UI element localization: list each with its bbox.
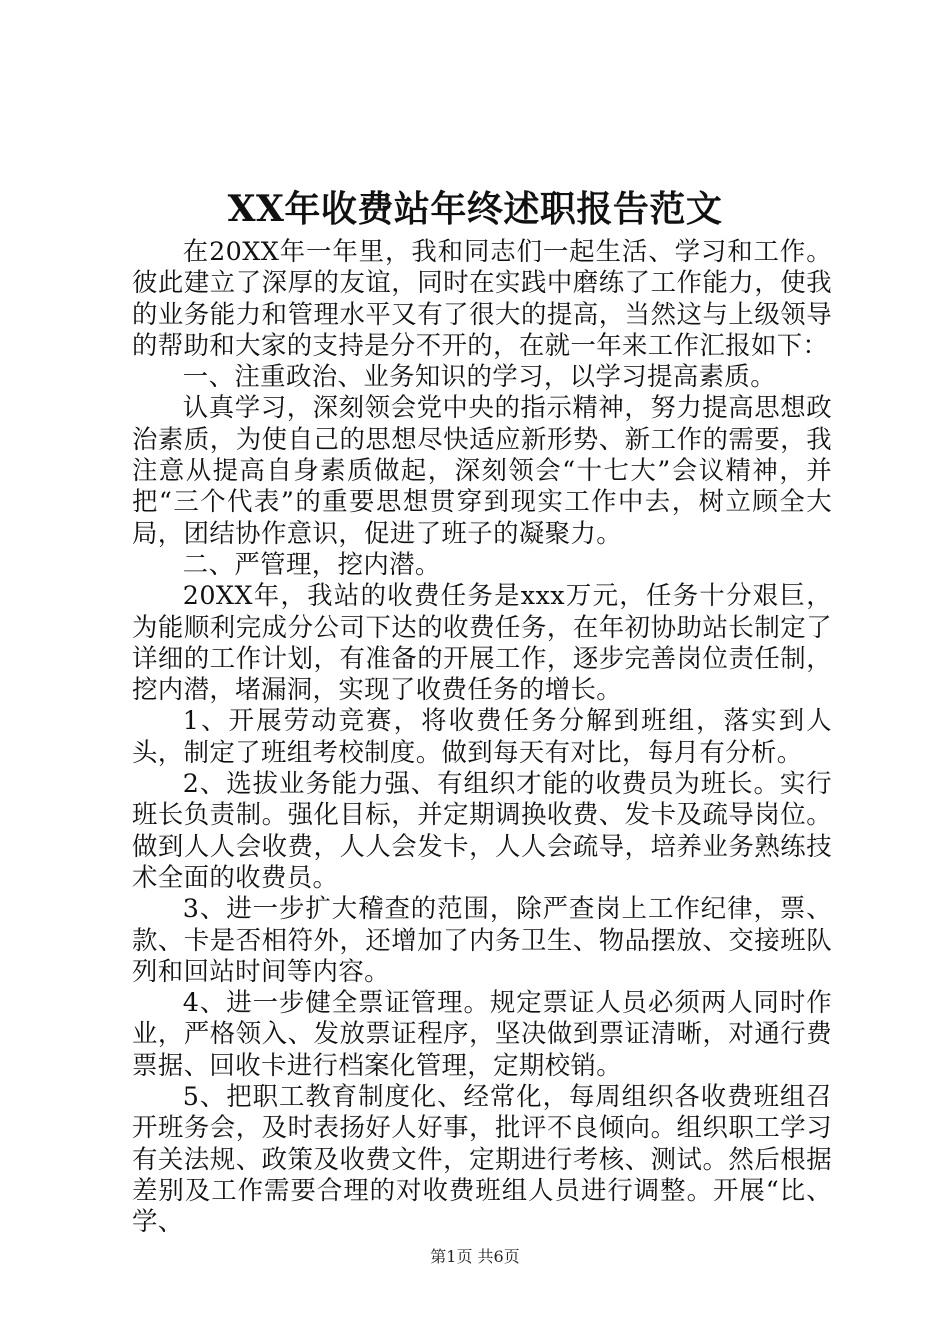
section-heading-1: 一、注重政治、业务知识的学习，以学习提高素质。 xyxy=(182,361,776,392)
paragraph-intro: 在20XX年一年里，我和同志们一起生活、学习和工作。彼此建立了深厚的友谊，同时在实践中磨练了工作能力，使我的业务能力和管理水平又有了很大的提高，当然这与上级领导的帮助和大家的支持是分不开的，在就一年来工作汇报如下： xyxy=(132,236,832,360)
list-item-4: 4、进一步健全票证管理。规定票证人员必须两人同时作业，严格领入、发放票证程序，坚决做到票证清晰，对通行费票据、回收卡进行档案化管理，定期校销。 xyxy=(132,987,832,1080)
paragraph-task: 20XX年，我站的收费任务是xxx万元，任务十分艰巨，为能顺利完成分公司下达的收费任务，在年初协助站长制定了详细的工作计划，有准备的开展工作，逐步完善岗位责任制，挖内潜，堵漏洞，实现了收费任务的增长。 xyxy=(132,580,832,705)
list-item-2: 2、选拔业务能力强、有组织才能的收费员为班长。实行班长负责制。强化目标，并定期调换收费、发卡及疏导岗位。做到人人会收费，人人会发卡，人人会疏导，培养业务熟练技术全面的收费员。 xyxy=(132,768,832,892)
document-body xyxy=(132,236,832,1238)
document-title: XX年收费站年终述职报告范文 xyxy=(227,188,723,230)
list-item-3: 3、进一步扩大稽查的范围，除严查岗上工作纪律，票、款、卡是否相符外，还增加了内务卫生、物品摆放、交接班队列和回站时间等内容。 xyxy=(132,893,832,986)
list-item-1: 1、开展劳动竞赛，将收费任务分解到班组，落实到人头，制定了班组考校制度。做到每天有对比，每月有分析。 xyxy=(132,705,832,767)
section-heading-2: 二、严管理，挖内潜。 xyxy=(182,548,441,579)
page-footer: 第1页 共6页 xyxy=(430,1247,520,1266)
list-item-5: 5、把职工教育制度化、经常化，每周组织各收费班组召开班务会，及时表扬好人好事，批评不良倾向。组织职工学习有关法规、政策及收费文件，定期进行考核、测试。然后根据差别及工作需要合理的对收费班组人员进行调整。开展“比、学、 xyxy=(132,1081,832,1237)
paragraph-study: 认真学习，深刻领会党中央的指示精神，努力提高思想政治素质，为使自己的思想尽快适应新形势、新工作的需要，我注意从提高自身素质做起，深刻领会“十七大”会议精神，并把“三个代表”的重要思想贯穿到现实工作中去，树立顾全大局，团结协作意识，促进了班子的凝聚力。 xyxy=(132,392,832,548)
